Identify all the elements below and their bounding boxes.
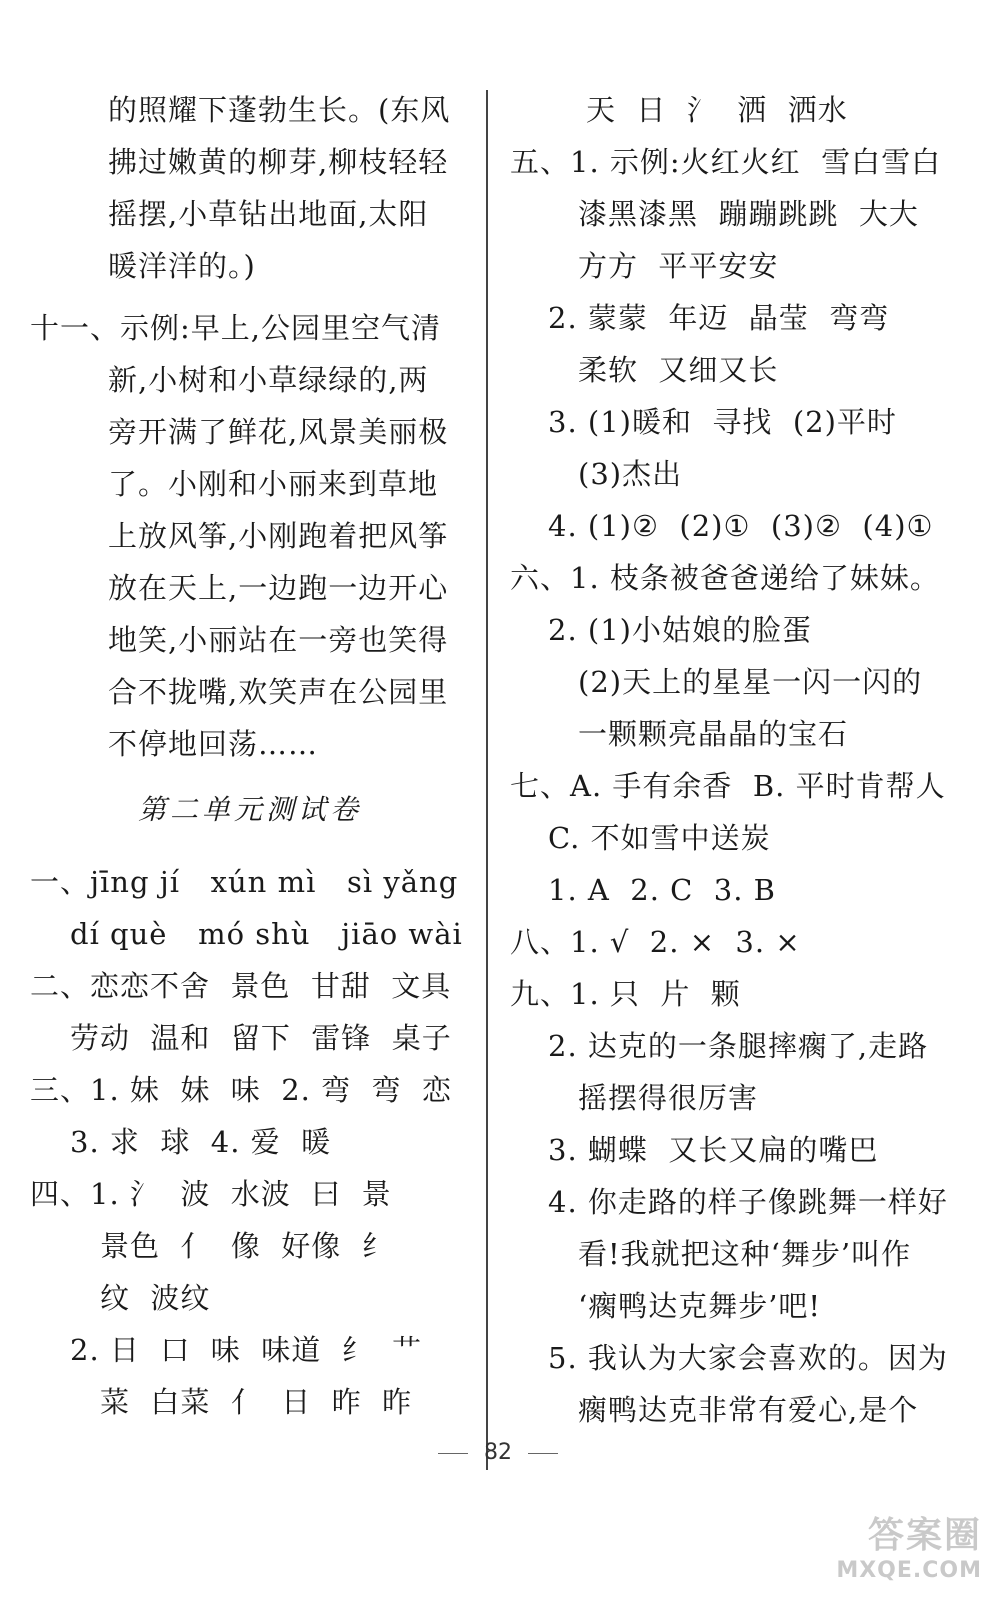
answer-line: 五、1. 示例:火红火红 雪白雪白 <box>510 145 942 179</box>
page-number-text: 82 <box>484 1440 512 1465</box>
answer-line: 摇摆得很厉害 <box>578 1081 759 1115</box>
answer-line: 旁开满了鲜花,风景美丽极 <box>108 415 449 449</box>
answer-line: 4. (1)② (2)① (3)② (4)① <box>548 509 934 543</box>
answer-line: 九、1. 只 片 颗 <box>510 977 741 1011</box>
answer-line: 二、恋恋不舍 景色 甘甜 文具 <box>30 969 452 1003</box>
answer-line: 七、A. 手有余香 B. 平时肯帮人 <box>510 769 946 803</box>
answer-line: 菜 白菜 亻 日 昨 昨 <box>100 1385 413 1419</box>
answer-line: 3. 蝴蝶 又长又扁的嘴巴 <box>548 1133 879 1167</box>
answer-line: 2. (1)小姑娘的脸蛋 <box>548 613 812 647</box>
dash-left <box>438 1453 468 1454</box>
watermark-en: MXQE.COM <box>836 1558 982 1583</box>
answer-line: 合不拢嘴,欢笑声在公园里 <box>108 675 449 709</box>
answer-line: 景色 亻 像 好像 纟 <box>100 1229 392 1263</box>
answer-line: ‘瘸鸭达克舞步’吧! <box>578 1289 822 1323</box>
answer-line: 四、1. 氵 波 水波 曰 景 <box>30 1177 392 1211</box>
answer-line: 六、1. 枝条被爸爸递给了妹妹。 <box>510 561 940 595</box>
answer-line: 2. 日 口 味 味道 纟 艹 <box>70 1333 423 1367</box>
answer-line: 八、1. √ 2. × 3. × <box>510 925 801 959</box>
answer-line: 一颗颗亮晶晶的宝石 <box>578 717 849 751</box>
answer-line: 5. 我认为大家会喜欢的。因为 <box>548 1341 948 1375</box>
column-divider <box>486 90 488 1470</box>
right-column <box>510 84 980 1436</box>
answer-line: 纹 波纹 <box>100 1281 211 1315</box>
answer-line: 瘸鸭达克非常有爱心,是个 <box>578 1393 919 1427</box>
answer-line: 柔软 又细又长 <box>578 353 779 387</box>
answer-line: 十一、示例:早上,公园里空气清 <box>30 311 441 345</box>
answer-line: 2. 蒙蒙 年迈 晶莹 弯弯 <box>548 301 890 335</box>
answer-line: 拂过嫩黄的柳芽,柳枝轻轻 <box>108 145 449 179</box>
answer-line: 新,小树和小草绿绿的,两 <box>108 363 429 397</box>
answer-line: 地笑,小丽站在一旁也笑得 <box>108 623 449 657</box>
answer-line: 一、jīng jí xún mì sì yǎng <box>30 865 459 899</box>
watermark-cn: 答案圈 <box>867 1515 982 1556</box>
answer-line: 不停地回荡…… <box>108 727 319 761</box>
answer-line: 天 日 氵 洒 洒水 <box>586 93 848 127</box>
answer-line: 3. (1)暖和 寻找 (2)平时 <box>548 405 897 439</box>
answer-line: dí què mó shù jiāo wài <box>70 917 463 951</box>
answer-line: 漆黑漆黑 蹦蹦跳跳 大大 <box>578 197 919 231</box>
answer-line: 方方 平平安安 <box>578 249 779 283</box>
answer-line: C. 不如雪中送炭 <box>548 821 771 855</box>
answer-line: 2. 达克的一条腿摔瘸了,走路 <box>548 1029 929 1063</box>
answer-line: 3. 求 球 4. 爱 暖 <box>70 1125 332 1159</box>
answer-line: 了。小刚和小丽来到草地 <box>108 467 439 501</box>
answer-line: 看!我就把这种‘舞步’叫作 <box>578 1237 912 1271</box>
answer-line: 4. 你走路的样子像跳舞一样好 <box>548 1185 948 1219</box>
answer-line: (2)天上的星星一闪一闪的 <box>578 665 923 699</box>
answer-line: 摇摆,小草钻出地面,太阳 <box>108 197 429 231</box>
answer-line: 的照耀下蓬勃生长。(东风 <box>108 93 451 127</box>
dash-right <box>528 1453 558 1454</box>
section-heading: 第二单元测试卷 <box>137 793 362 826</box>
answer-line: 劳动 温和 留下 雷锋 桌子 <box>70 1021 452 1055</box>
page-number <box>0 1440 996 1465</box>
left-column <box>30 84 470 1428</box>
watermark-logo <box>832 1514 982 1592</box>
answer-line: 放在天上,一边跑一边开心 <box>108 571 449 605</box>
answer-line: 三、1. 妹 妹 味 2. 弯 弯 恋 <box>30 1073 452 1107</box>
answer-line: 1. A 2. C 3. B <box>548 873 776 907</box>
answer-line: 上放风筝,小刚跑着把风筝 <box>108 519 449 553</box>
answer-line: 暖洋洋的。) <box>108 249 256 283</box>
answer-line: (3)杰出 <box>578 457 683 491</box>
